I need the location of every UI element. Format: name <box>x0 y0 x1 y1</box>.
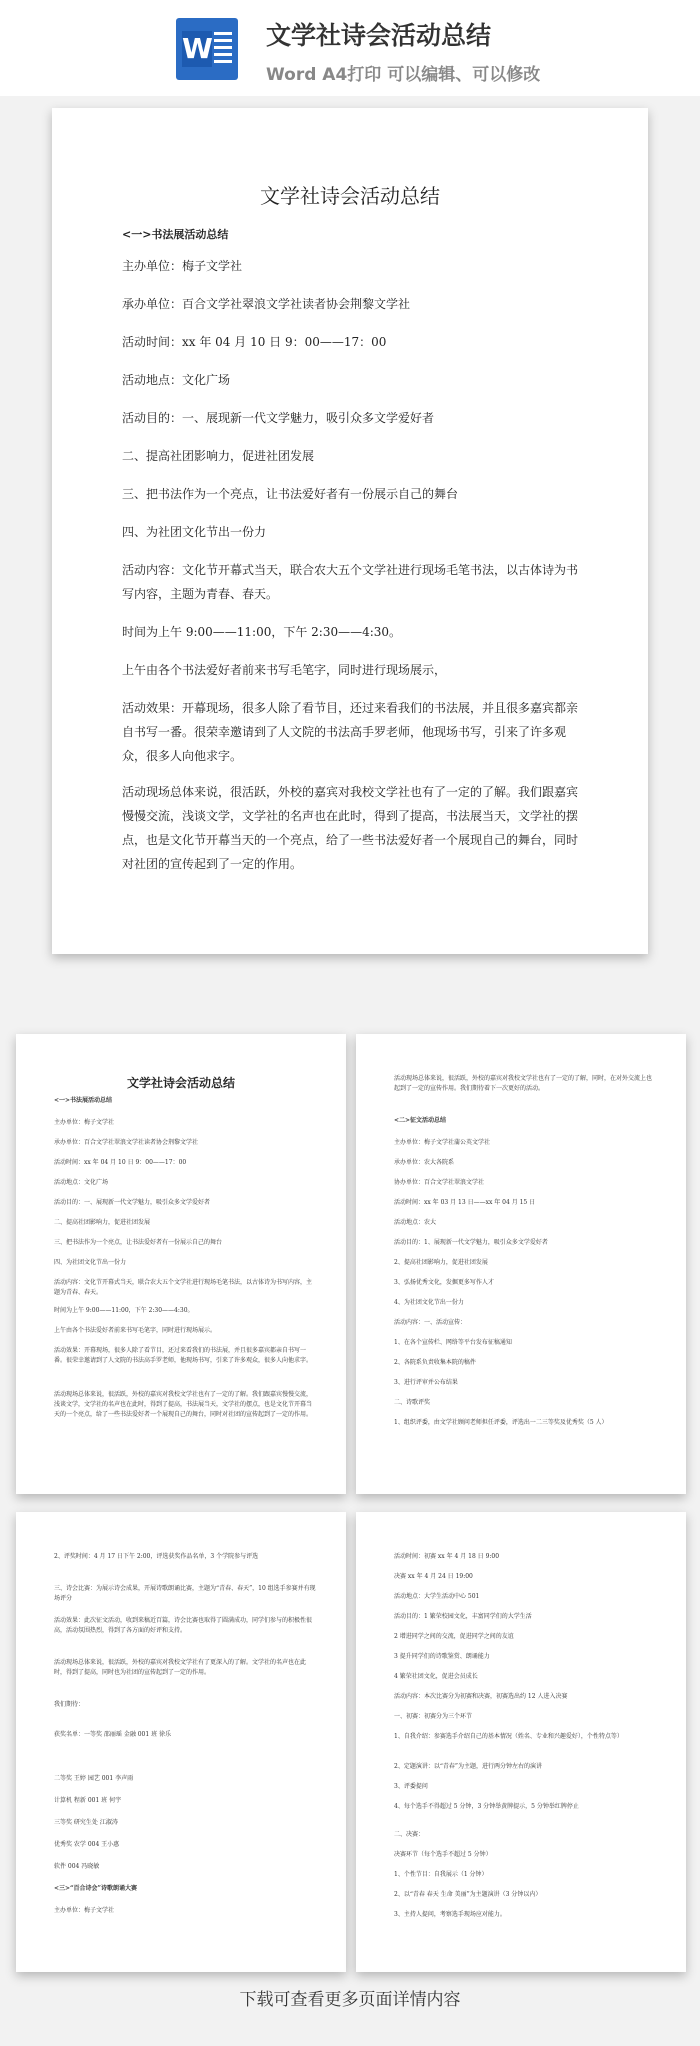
thumbnail-line: 二、诗歌评奖 <box>394 1399 431 1406</box>
thumbnail-line: 2、各院系负责收集本院的稿件 <box>394 1359 476 1366</box>
thumbnail-line: 2、定题演讲：以“青春”为主题，进行两分钟左右的演讲 <box>394 1763 542 1770</box>
paragraph: 承办单位：百合文学社翠浪文学社读者协会荆黎文学社 <box>122 297 411 311</box>
word-icon <box>176 18 238 80</box>
download-more-footer[interactable]: 下载可查看更多页面详情内容 <box>239 1990 461 2010</box>
thumbnail-line: 活动时间：xx 年 04 月 10 日 9：00——17：00 <box>54 1159 187 1166</box>
thumbnail-line: 活动地点：大学生活动中心 501 <box>394 1593 480 1600</box>
thumbnail-line: 三、把书法作为一个亮点，让书法爱好者有一份展示自己的舞台 <box>54 1239 223 1246</box>
thumbnail-line: 协办单位：百合文学社翠浪文学社 <box>394 1179 485 1186</box>
thumbnail-line: 二等奖 王婷 园艺 001 李声雨 <box>54 1775 134 1782</box>
header-subtitle: Word A4打印 可以编辑、可以修改 <box>266 65 541 85</box>
thumbnail-line: 四、为社团文化节出一份力 <box>54 1259 127 1266</box>
thumbnail-line: 活动内容：一、活动宣传： <box>394 1319 467 1326</box>
thumbnail-line: 3、弘扬优秀文化，发掘更多写作人才 <box>394 1279 494 1286</box>
word-icon-letter: W <box>182 32 213 65</box>
thumbnail-line: 主办单位：梅子文学社 <box>54 1119 115 1126</box>
paragraph: 上午由各个书法爱好者前来书写毛笔字，同时进行现场展示， <box>122 663 447 677</box>
paragraph: 三、把书法作为一个亮点，让书法爱好者有一份展示自己的舞台 <box>122 487 459 501</box>
thumbnail-line: 软件 004 冯晓敏 <box>54 1863 100 1870</box>
paragraph: 四、为社团文化节出一份力 <box>122 525 267 539</box>
thumbnail-line: 决赛环节（每个选手不超过 5 分钟） <box>394 1851 492 1858</box>
thumbnail-line: 二、提高社团影响力，促进社团发展 <box>54 1219 151 1226</box>
thumbnail-line: 2、提高社团影响力，促进社团发展 <box>394 1259 488 1266</box>
thumbnail-line: 3、进行评审并公布结果 <box>394 1379 458 1386</box>
thumbnail-line: 三、诗会比赛：为展示诗会成果，开展诗歌朗诵比赛，主题为“青春、春天”，10 组选手参赛并有现场评分 <box>54 1585 316 1602</box>
thumbnail-line: 承办单位：农大各院系 <box>394 1159 455 1166</box>
thumbnail-line: 活动现场总体来说，很活跃，外校的嘉宾对我校文学社有了更深入的了解。文学社的名声也在此时，得到了提高，同时也为社团的宣传起到了一定的作用。 <box>54 1659 307 1676</box>
document-title: 文学社诗会活动总结 <box>260 184 440 208</box>
thumbnail-line: 优秀奖 农学 004 王小惠 <box>54 1841 120 1848</box>
thumbnail-line: 活动内容：本次比赛分为初赛和决赛，初赛选出约 12 人进入决赛 <box>394 1693 568 1700</box>
thumbnail-page-3 <box>16 1512 346 1972</box>
paragraph: 活动时间：xx 年 04 月 10 日 9：00——17：00 <box>122 335 387 349</box>
thumbnail-line: 活动内容：文化节开幕式当天，联合农大五个文学社进行现场毛笔书法，以古体诗为书写内容，主题为青春、春天。 <box>54 1279 313 1296</box>
thumbnail-line: 4 繁荣社团文化，促进会员成长 <box>394 1673 478 1680</box>
thumbnail-page-2 <box>356 1034 686 1494</box>
thumbnail-line: 计算机 程新 001 班 何宇 <box>54 1797 122 1804</box>
thumbnail-line: 1、组织评委，由文学社顾问老师担任评委，评选出一二三等奖及优秀奖（5 人） <box>394 1419 608 1426</box>
thumbnail-line: 活动目的：一、展现新一代文学魅力，吸引众多文学爱好者 <box>54 1199 211 1206</box>
thumbnail-line: 获奖名单：一等奖 邵丽瑶 金融 001 班 徐乐 <box>54 1731 171 1738</box>
word-icon-lines <box>214 32 232 67</box>
thumbnail-line: 活动地点：文化广场 <box>54 1179 109 1186</box>
thumbnail-line: 3、评委提问 <box>394 1783 428 1790</box>
thumbnail-line: 1、在各个宣传栏、网络等平台发布征稿通知 <box>394 1339 512 1346</box>
thumbnail-page-4 <box>356 1512 686 1972</box>
thumbnail-line: 主办单位：梅子文学社蒲公英文学社 <box>394 1139 491 1146</box>
thumbnail-line: 2 增进同学之间的交流，促进同学之间的友谊 <box>394 1633 514 1640</box>
thumbnail-line: <一>书法展活动总结 <box>54 1097 113 1104</box>
thumbnail-line: 二、决赛： <box>394 1831 425 1838</box>
thumbnail-line: 活动时间：初赛 xx 年 4 月 18 日 9:00 <box>394 1553 500 1560</box>
thumbnail-line: 4、每个选手不得超过 5 分钟，3 分钟举黄牌提示，5 分钟举红牌停止 <box>394 1803 579 1810</box>
thumbnail-line: 时间为上午 9:00——11:00，下午 2:30——4:30。 <box>54 1307 194 1314</box>
thumbnail-line: 活动时间：xx 年 03 月 13 日——xx 年 04 月 15 日 <box>394 1199 536 1206</box>
paragraph: 活动地点：文化广场 <box>122 373 231 387</box>
thumbnail-line: 活动效果：开幕现场，很多人除了看节目，还过来看我们的书法展，并且很多嘉宾都亲自书写一番。很荣幸邀请到了人文院的书法高手罗老师，他现场书写，引来了许多观众，很多人向他求字。 <box>54 1347 313 1364</box>
paragraph: 二、提高社团影响力，促进社团发展 <box>122 449 315 463</box>
paragraph: 时间为上午 9:00——11:00，下午 2:30——4:30。 <box>122 625 402 639</box>
thumbnail-line: 3、主持人提问，考察选手现场应对能力。 <box>394 1911 506 1918</box>
thumbnail-line: 3 提升同学们的诗歌鉴赏、朗诵能力 <box>394 1653 490 1660</box>
paragraph: 主办单位：梅子文学社 <box>122 259 243 273</box>
thumbnail-line: 活动效果：此次征文活动，收到来稿近百篇，诗会比赛也取得了圆满成功，同学们参与的积极性很高，活动氛围热烈，得到了各方面的好评和支持。 <box>54 1617 313 1634</box>
paragraph: 活动目的：一、展现新一代文学魅力，吸引众多文学爱好者 <box>122 411 435 425</box>
page-header <box>0 0 700 96</box>
thumbnail-line: 上午由各个书法爱好者前来书写毛笔字，同时进行现场展示。 <box>54 1327 217 1334</box>
thumbnail-line: 决赛 xx 年 4 月 24 日 19:00 <box>394 1573 473 1580</box>
thumbnail-line: 1、个性节目：自我展示（1 分钟） <box>394 1871 488 1878</box>
thumbnail-line: 活动现场总体来说，很活跃，外校的嘉宾对我校文学社也有了一定的了解，同时，在对外交流上也起到了一定的宣传作用。我们期待着下一次更好的活动。 <box>394 1075 653 1092</box>
thumbnail-line: 2、以“青春 春天 生命 美丽”为主题演讲（3 分钟以内） <box>394 1891 542 1898</box>
thumbnail-line: 活动现场总体来说，很活跃，外校的嘉宾对我校文学社也有了一定的了解。我们跟嘉宾慢慢交流，浅谈文学，文学社的名声也在此时，得到了提高，书法展当天，文学社的摆点，也是文化节开幕当天的一个亮点，给了一些书法爱好者一个展现自己的舞台，同时对社团的宣传起到了一定的作用。 <box>54 1391 313 1418</box>
thumbnail-line: 2、评奖时间：4 月 17 日下午 2:00，评选获奖作品名单，3 个学院参与评选 <box>54 1553 259 1560</box>
thumbnail-page-1 <box>16 1034 346 1494</box>
main-document-page <box>52 108 648 954</box>
thumbnail-line: 活动目的：1 繁荣校园文化，丰富同学们的大学生活 <box>394 1613 532 1620</box>
thumbnail-line: <二>征文活动总结 <box>394 1117 447 1124</box>
paragraph: 活动现场总体来说，很活跃，外校的嘉宾对我校文学社也有了一定的了解。我们跟嘉宾慢慢交流，浅谈文学，文学社的名声也在此时，得到了提高，书法展当天，文学社的摆点，也是文化节开幕当天的一个亮点，给了一些书法爱好者一个展现自己的舞台，同时对社团的宣传起到了一定的作用。 <box>122 785 579 871</box>
thumbnail-line: 一、初赛：初赛分为三个环节 <box>394 1713 473 1720</box>
thumbnail-line: 4、为社团文化节出一份力 <box>394 1299 464 1306</box>
thumbnail-line: <三>“百合诗会”诗歌朗诵大赛 <box>54 1885 137 1892</box>
thumbnail-line: 承办单位：百合文学社翠浪文学社读者协会荆黎文学社 <box>54 1139 199 1146</box>
thumbnail-title: 文学社诗会活动总结 <box>126 1076 235 1090</box>
thumbnail-line: 活动目的：1、展现新一代文学魅力，吸引众多文学爱好者 <box>394 1239 548 1246</box>
thumbnail-line: 主办单位：梅子文学社 <box>54 1907 115 1914</box>
header-title: 文学社诗会活动总结 <box>266 21 492 50</box>
section-heading: <一>书法展活动总结 <box>122 228 229 241</box>
thumbnail-line: 三等奖 研究生处 江淑涛 <box>54 1819 118 1826</box>
paragraph: 活动内容：文化节开幕式当天，联合农大五个文学社进行现场毛笔书法，以古体诗为书写内容，主题为青春、春天。 <box>122 563 579 601</box>
thumbnail-line: 1、自我介绍：参赛选手介绍自己的基本情况（姓名、专业和兴趣爱好），个性特点等） <box>394 1733 623 1740</box>
thumbnail-line: 我们期待： <box>54 1701 85 1708</box>
paragraph: 活动效果：开幕现场，很多人除了看节目，还过来看我们的书法展，并且很多嘉宾都亲自书写一番。很荣幸邀请到了人文院的书法高手罗老师，他现场书写，引来了许多观众，很多人向他求字。 <box>122 701 579 763</box>
thumbnail-line: 活动地点：农大 <box>394 1219 437 1226</box>
